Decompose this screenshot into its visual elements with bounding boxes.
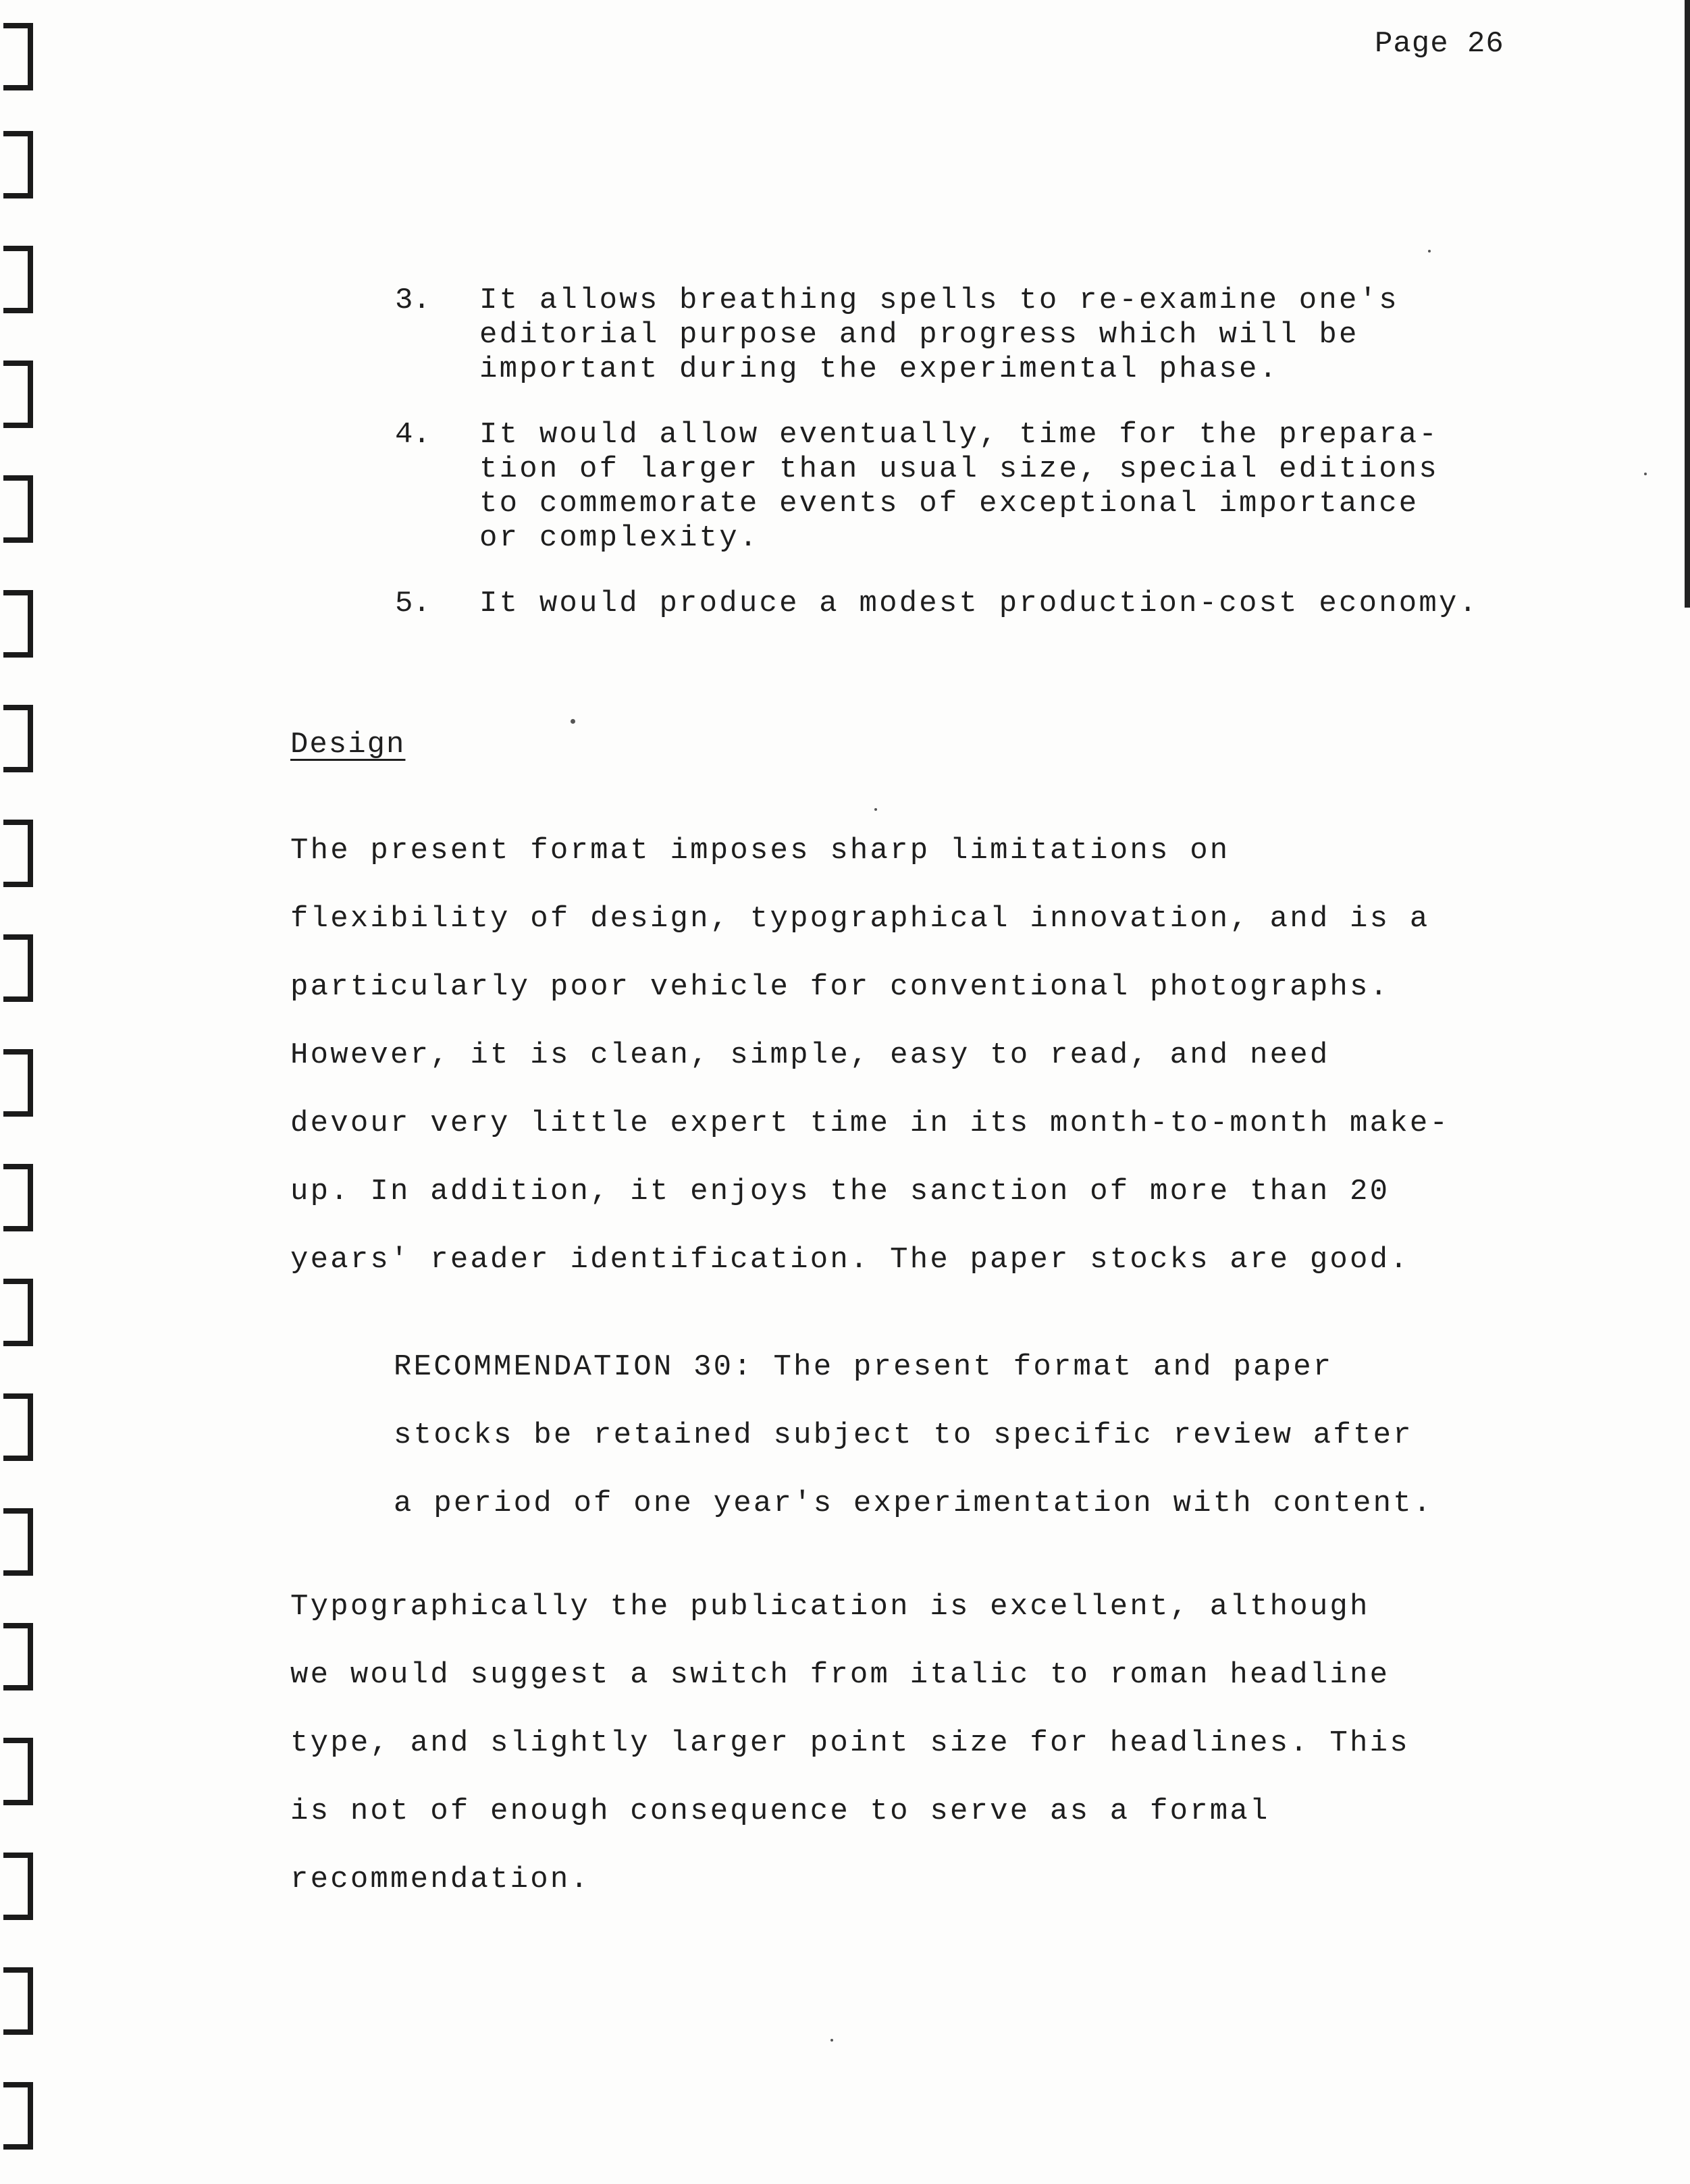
- binder-bracket-icon: [0, 932, 47, 1006]
- list-item: [395, 418, 1543, 556]
- binder-bracket-icon: [0, 473, 47, 547]
- page-number: Page 26: [1375, 27, 1504, 61]
- design-paragraph: The present format imposes sharp limitations on flexibility of design, typographical innovation, and is a particularly poor vehicle for conventional photographs. However, it is clean, simple, easy to read, and need devour very little expert time in its month-to-month make- up. In addition, it enjoys the sanction of more than 20 years' reader identification. The paper stocks are good.: [290, 834, 1450, 1277]
- typography-paragraph: Typographically the publication is excellent, although we would suggest a switch from italic to roman headline type, and slightly larger point size for headlines. This is not of enough consequence to serve as a formal recommendation.: [290, 1590, 1410, 1896]
- binder-bracket-icon: [0, 20, 47, 95]
- numbered-list: [395, 284, 1543, 652]
- binder-bracket-icon: [0, 1850, 47, 1924]
- list-item-text: It would produce a modest production-cost economy.: [479, 587, 1479, 620]
- binder-bracket-icon: [0, 1735, 47, 1809]
- binder-bracket-icon: [0, 817, 47, 891]
- binder-bracket-icon: [0, 1046, 47, 1121]
- binder-bracket-icon: [0, 1161, 47, 1235]
- list-item-text: It allows breathing spells to re-examine one's editorial purpose and progress which will be important during the experimental phase.: [479, 284, 1399, 386]
- binder-bracket-icon: [0, 1276, 47, 1350]
- binder-bracket-icon: [0, 702, 47, 776]
- binder-bracket-icon: [0, 358, 47, 432]
- list-item-number: 4.: [395, 418, 431, 452]
- list-item-number: 5.: [395, 587, 431, 620]
- binder-bracket-icon: [0, 1620, 47, 1695]
- list-item-number: 3.: [395, 284, 431, 317]
- list-item-text: It would allow eventually, time for the prepara- tion of larger than usual size, special editions to commemorate events of exceptional importance or complexity.: [479, 418, 1440, 555]
- binder-bracket-icon: [0, 128, 47, 203]
- binder-bracket-icon: [0, 587, 47, 662]
- binder-bracket-icon: [0, 1965, 47, 2039]
- binder-bracket-icon: [0, 243, 47, 317]
- list-item: [395, 284, 1543, 387]
- list-item: [395, 587, 1543, 621]
- binder-bracket-icon: [0, 2079, 47, 2154]
- section-heading: Design: [290, 728, 406, 762]
- scan-edge-shadow: [1685, 0, 1690, 608]
- recommendation-paragraph: RECOMMENDATION 30: The present format and paper stocks be retained subject to specific review after a period of one year's experimentation with content.: [394, 1350, 1433, 1520]
- binder-bracket-icon: [0, 1391, 47, 1465]
- binder-bracket-icon: [0, 1506, 47, 1580]
